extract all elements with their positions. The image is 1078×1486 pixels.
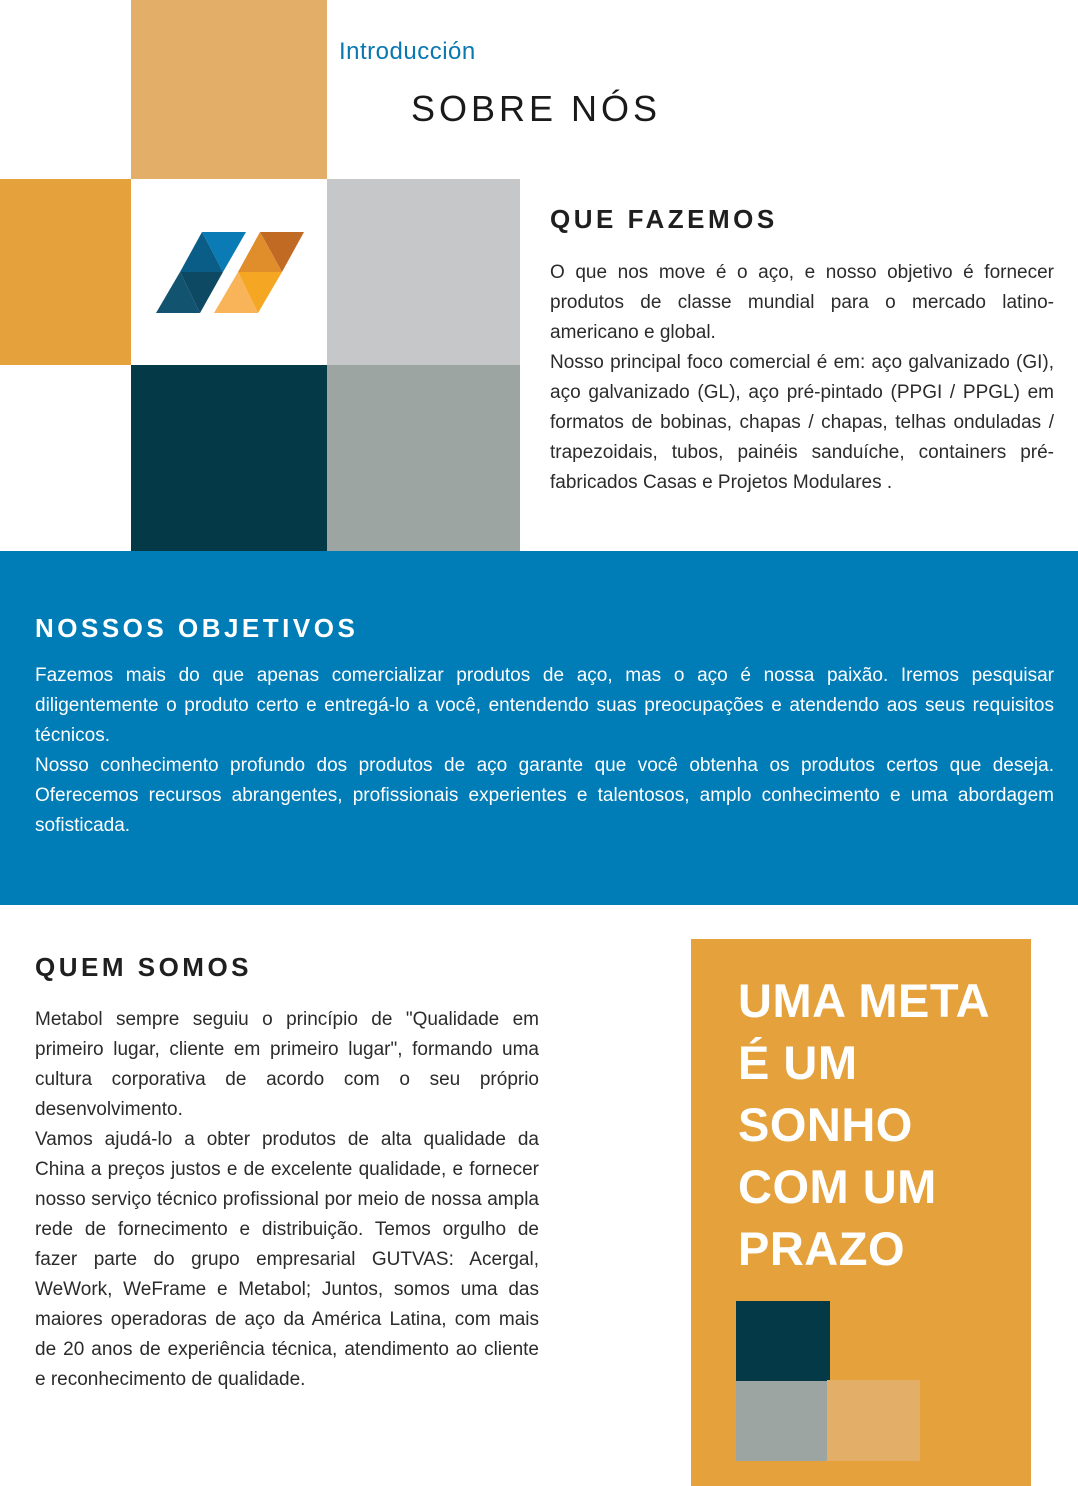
deco-block-gray	[327, 365, 520, 551]
nossos-objetivos-heading: NOSSOS OBJETIVOS	[35, 613, 359, 643]
quem-somos-text	[35, 1005, 539, 1395]
quote-line-5: PRAZO	[738, 1222, 905, 1275]
que-fazemos-text	[550, 258, 1054, 498]
nossos-objetivos-paragraph-2: Nosso conhecimento profundo dos produtos de aço garante que você obtenha os produtos certos que deseja. Oferecemos recursos abrangentes, profissionais experientes e talentosos, amplo conhecimento e uma abordagem sofisticada.	[35, 755, 1054, 836]
que-fazemos-paragraph-1: O que nos move é o aço, e nosso objetivo é fornecer produtos de classe mundial para o mercado latino-americano e global.	[550, 262, 1054, 343]
deco-block-orange-light-top	[131, 0, 327, 179]
nossos-objetivos-paragraph-1: Fazemos mais do que apenas comercializar produtos de aço, mas o aço é nossa paixão. Iremos pesquisar diligentemente o produto certo e entregá-lo a você, entendendo suas preocupações e atendendo aos seus requisitos técnicos.	[35, 665, 1054, 746]
quote-deco-teal	[736, 1301, 830, 1381]
quem-somos-paragraph-1: Metabol sempre seguiu o princípio de "Qualidade em primeiro lugar, cliente em primeiro lugar", formando uma cultura corporativa de acordo com o seu próprio desenvolvimento.	[35, 1009, 539, 1120]
deco-block-teal-dark	[131, 365, 327, 551]
nossos-objetivos-text	[35, 661, 1054, 841]
parallelogram-logo-icon	[150, 228, 310, 318]
quem-somos-paragraph-2: Vamos ajudá-lo a obter produtos de alta qualidade da China a preços justos e de excelente qualidade, e fornecer nosso serviço técnico profissional por meio de nossa ampla rede de fornecimento e distribuição. Temos orgulho de fazer parte do grupo empresarial GUTVAS: Acergal, WeWork, WeFrame e Metabol; Juntos, somos uma das maiores operadoras de aço da América Latina, com mais de 20 anos de experiência técnica, atendimento ao cliente e reconhecimento de qualidade.	[35, 1129, 539, 1390]
quote-line-4: COM UM	[738, 1160, 937, 1213]
quote-deco-gray	[736, 1381, 830, 1461]
quote-text	[738, 970, 1028, 1280]
deco-block-gray-light	[327, 179, 520, 365]
quote-line-3: SONHO	[738, 1098, 913, 1151]
page-title: SOBRE NÓS	[411, 88, 662, 129]
deco-block-orange-left	[0, 179, 131, 365]
quem-somos-heading: QUEM SOMOS	[35, 952, 253, 982]
objetivos-band	[0, 551, 1078, 905]
que-fazemos-heading: QUE FAZEMOS	[550, 204, 778, 234]
intro-label: Introducción	[339, 38, 476, 65]
que-fazemos-paragraph-2: Nosso principal foco comercial é em: aço galvanizado (GI), aço galvanizado (GL), aço pré-pintado (PPGI / PPGL) em formatos de bobinas, chapas / chapas, telhas onduladas / trapezoidais, tubos, painéis sanduíche, containers pré-fabricados Casas e Projetos Modulares .	[550, 352, 1054, 493]
quote-deco-orange-light	[827, 1380, 920, 1461]
quote-line-1: UMA META	[738, 974, 991, 1027]
quote-line-2: É UM	[738, 1036, 858, 1089]
